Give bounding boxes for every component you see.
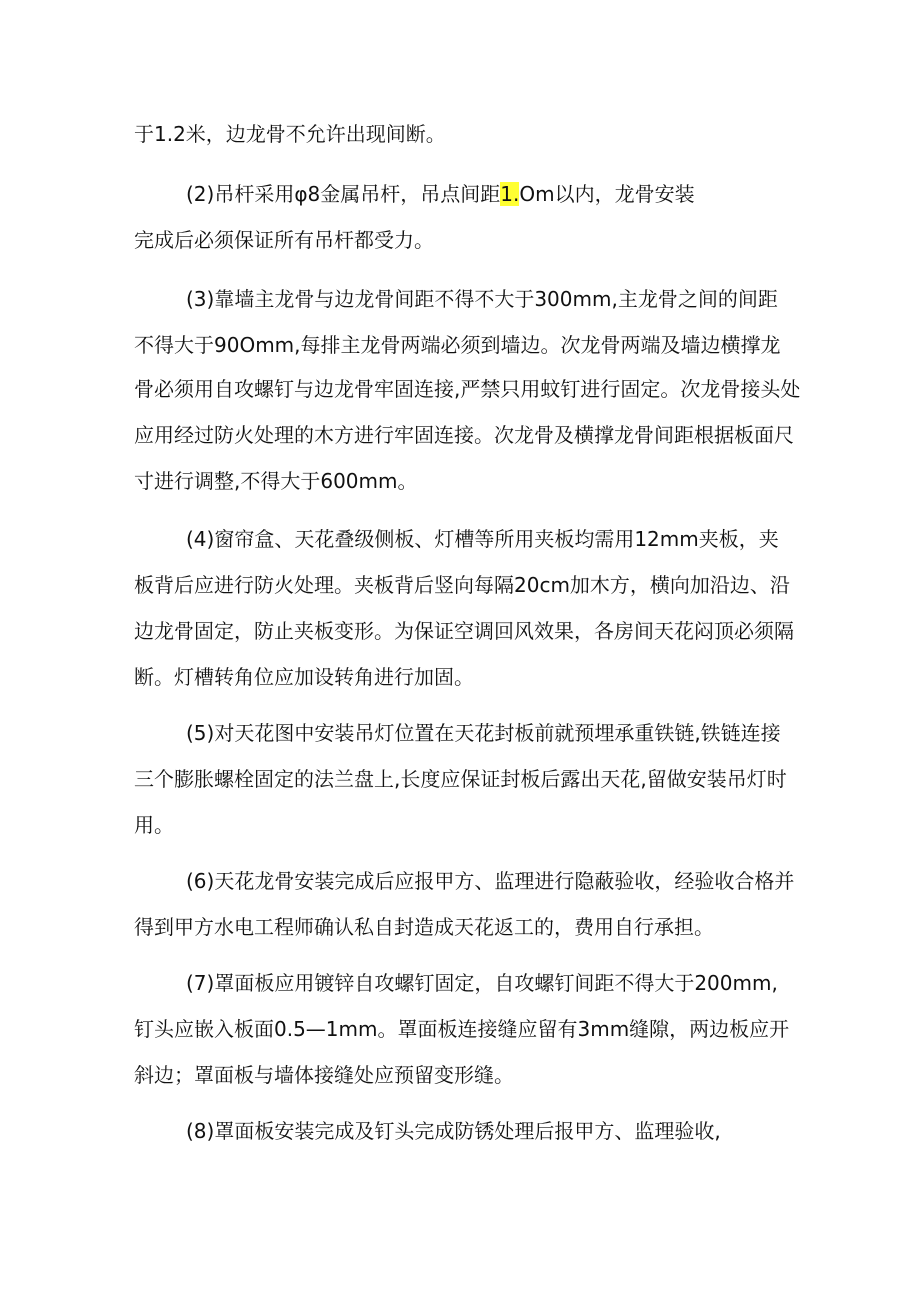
text-line: 用。 — [134, 813, 174, 837]
text-line: 寸进行调整,不得大于600mm。 — [134, 469, 418, 493]
text-line: 板背后应进行防火处理。夹板背后竖向每隔20cm加木方，横向加沿边、沿 — [134, 573, 790, 597]
text-line: 于1.2米，边龙骨不允许出现间断。 — [134, 122, 446, 146]
text-line: 完成后必须保证所有吊杆都受力。 — [134, 228, 434, 252]
text-line: 断。灯槽转角位应加设转角进行加固。 — [134, 665, 474, 689]
text-segment: Om以内，龙骨安装 — [519, 182, 695, 206]
text-line: 得到甲方水电工程师确认私自封造成天花返工的，费用自行承担。 — [134, 915, 714, 939]
text-line: 应用经过防火处理的木方进行牢固连接。次龙骨及横撑龙骨间距根据板面尺 — [134, 423, 794, 447]
text-segment: (2)吊杆采用φ8金属吊杆，吊点间距 — [186, 182, 501, 206]
text-line: 钉头应嵌入板面0.5—1mm。罩面板连接缝应留有3mm缝隙，两边板应开 — [134, 1017, 790, 1041]
text-line: 骨必须用自攻螺钉与边龙骨牢固连接,严禁只用蚊钉进行固定。次龙骨接头处 — [134, 377, 801, 401]
highlighted-text: 1. — [500, 182, 520, 206]
text-line: 不得大于90Omm,每排主龙骨两端必须到墙边。次龙骨两端及墙边横撑龙 — [134, 333, 781, 357]
text-line: 边龙骨固定，防止夹板变形。为保证空调回风效果，各房间天花闷顶必须隔 — [134, 619, 794, 643]
text-line: 斜边；罩面板与墙体接缝处应预留变形缝。 — [134, 1063, 514, 1087]
paragraph-5-line-1: (5)对天花图中安装吊灯位置在天花封板前就预埋承重铁链,铁链连接 — [186, 721, 781, 745]
paragraph-7-line-1: (7)罩面板应用镀锌自攻螺钉固定，自攻螺钉间距不得大于200mm, — [186, 971, 778, 995]
paragraph-2-line-1 — [186, 180, 695, 208]
paragraph-3-line-1: (3)靠墙主龙骨与边龙骨间距不得不大于300mm,主龙骨之间的间距 — [186, 287, 778, 311]
paragraph-4-line-1: (4)窗帘盒、天花叠级侧板、灯槽等所用夹板均需用12mm夹板，夹 — [186, 527, 779, 551]
paragraph-6-line-1: (6)天花龙骨安装完成后应报甲方、监理进行隐蔽验收，经验收合格并 — [186, 869, 795, 893]
text-line: 三个膨胀螺栓固定的法兰盘上,长度应保证封板后露出天花,留做安装吊灯时 — [134, 767, 787, 791]
paragraph-8-line-1: (8)罩面板安装完成及钉头完成防锈处理后报甲方、监理验收, — [186, 1119, 721, 1143]
